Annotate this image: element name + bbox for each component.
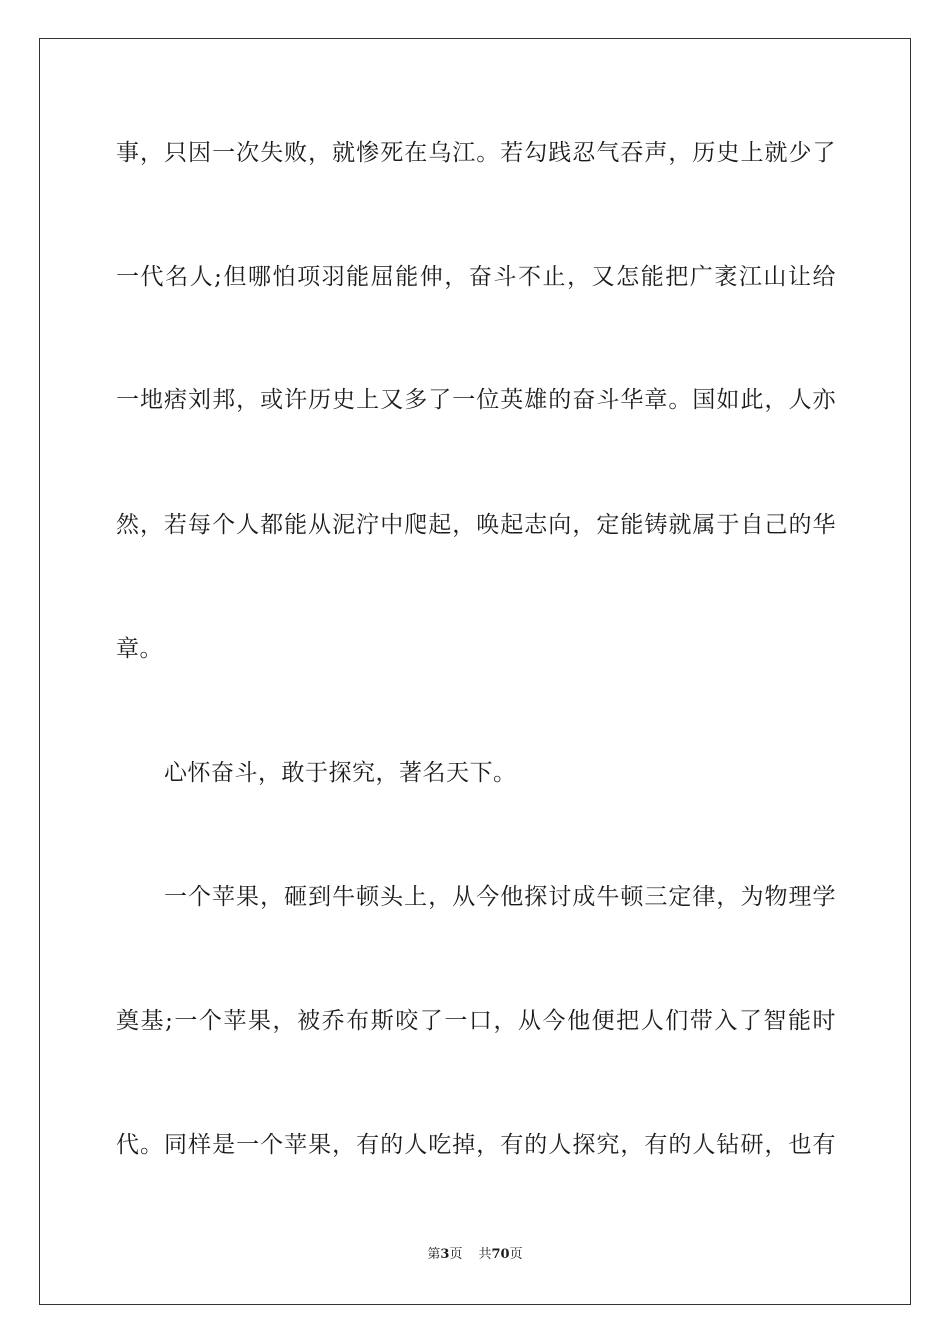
page-frame <box>39 38 911 1305</box>
total-prefix: 共 <box>478 1247 492 1262</box>
body-line-2: 一代名人;但哪怕项羽能屈能伸，奋斗不止，又怎能把广袤江山让给 <box>116 264 836 290</box>
page-prefix: 第 <box>427 1247 441 1262</box>
body-line-8: 奠基;一个苹果，被乔布斯咬了一口，从今他便把人们带入了智能时 <box>116 1008 836 1034</box>
body-line-3: 一地痞刘邦，或许历史上又多了一位英雄的奋斗华章。国如此，人亦 <box>116 387 836 413</box>
total-suffix: 页 <box>509 1247 523 1262</box>
body-line-9: 代。同样是一个苹果，有的人吃掉，有的人探究，有的人钻研，也有 <box>116 1132 836 1158</box>
page-footer <box>0 1246 950 1264</box>
body-line-7: 一个苹果，砸到牛顿头上，从今他探讨成牛顿三定律，为物理学 <box>164 884 836 910</box>
paragraph-heading: 心怀奋斗，敢于探究，著名天下。 <box>164 760 517 786</box>
body-line-5: 章。 <box>116 636 163 662</box>
page-total: 70 <box>491 1247 510 1262</box>
body-line-4: 然，若每个人都能从泥泞中爬起，唤起志向，定能铸就属于自己的华 <box>116 512 836 538</box>
page-current: 3 <box>440 1247 450 1262</box>
body-line-1: 事，只因一次失败，就惨死在乌江。若勾践忍气吞声，历史上就少了 <box>116 140 836 166</box>
page-suffix: 页 <box>449 1247 463 1262</box>
